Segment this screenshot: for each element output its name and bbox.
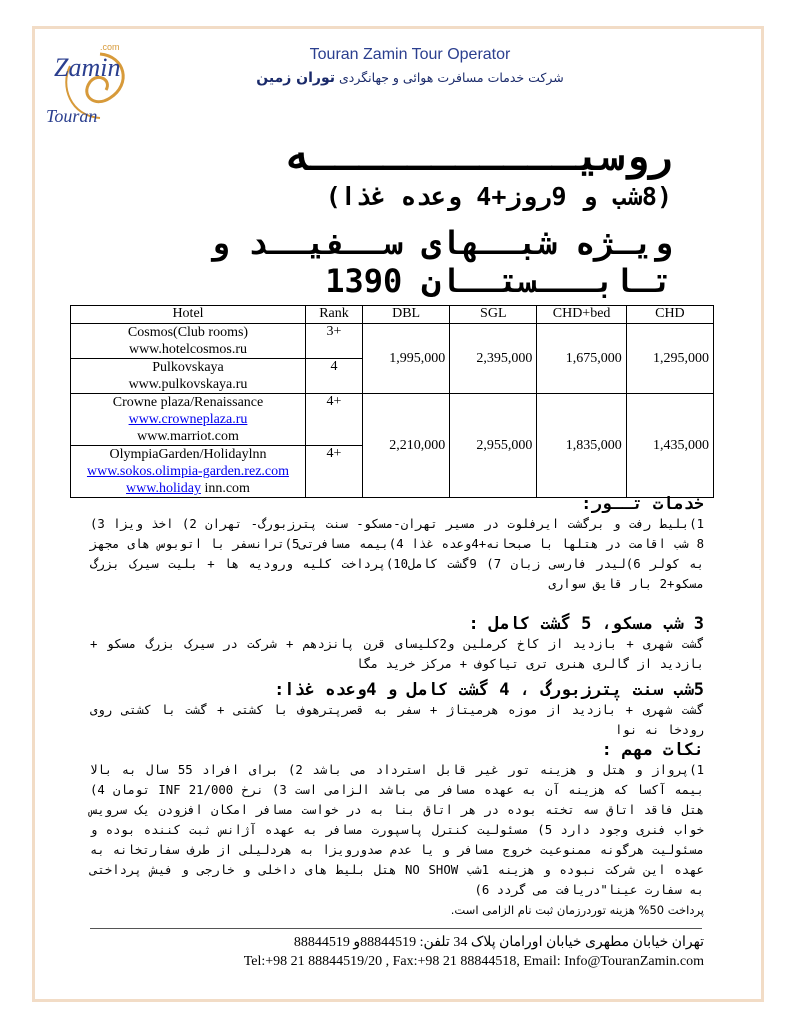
dbl-price: 1,995,000 <box>363 324 450 394</box>
company-name-fa <box>180 70 640 86</box>
table-row <box>71 324 714 359</box>
logo-touran-text: Touran <box>46 106 98 126</box>
hotel-name: Crowne plaza/Renaissance <box>112 395 264 410</box>
touran-zamin-logo <box>40 36 136 132</box>
notes-heading: نکات مهم : <box>601 740 704 760</box>
hotel-rates-table <box>70 305 714 498</box>
footer-address: تهران خیابان مطهری خیابان اورامان پلاک 34 تلفن: 88844519و 88844519 <box>293 935 704 950</box>
title-russia: روسیـــــــــــه <box>286 134 672 180</box>
moscow-body: گشت شهری + بازدید از کاخ کرملین و2کلیسای قرن پانزدهم + شرکت در سیرک بزرگ مسکو + بازدید از گالری هنری تری تیاکوف + مرکز خرید مگا <box>90 637 705 671</box>
company-name-en: Touran Zamin Tour Operator <box>309 46 511 63</box>
chd-bed-price: 1,835,000 <box>537 394 626 498</box>
footer-divider <box>90 928 702 929</box>
col-sgl: SGL <box>450 306 537 324</box>
hotel-link[interactable]: www.sokos.olimpia-garden.rez.com <box>86 464 290 479</box>
footer-contact: Tel:+98 21 88844519/20 , Fax:+98 21 88844518, Email: Info@TouranZamin.com <box>243 954 704 969</box>
sgl-price: 2,955,000 <box>450 394 537 498</box>
sgl-price: 2,395,000 <box>450 324 537 394</box>
notes-body: 1)پرواز و هتل و هزینه تور غیر قابل استرداد می باشد 2) برای افراد 55 سال به بالا بیمه آکسا که هزینه آن به عهده مسافر می باشد الزامی است 3) نرخ INF 21/000 تومان 4) هتل فاقد اتاق سه تخته بوده در هر اتاق بنا به در خواست مسافر امکان افزودن یک سرویس خواب فنری وجود دارد 5) مسئولیت کنترل پاسپورت مسافر به عهده آژانس ثبت کننده بوده و مسئولیت هرگونه ممنوعیت خروج مسافر و یا عدم صدورویزا به هردلیلی از طرف سفارتخانه به عهده این شرکت نبوده و هزینه 1شب NO SHOW هتل بلیط های داخلی و خارجی و فیش پرداختی به سفارت عینا"دریافت می گردد 6) <box>90 763 705 897</box>
notes-last-line: پرداخت 50% هزینه توردرزمان ثبت نام الزامی است. <box>450 903 704 917</box>
col-dbl: DBL <box>363 306 450 324</box>
col-chd-bed: CHD+bed <box>537 306 626 324</box>
company-header <box>180 46 640 86</box>
table-header-row <box>71 306 714 324</box>
hotel-site: www.marriot.com <box>137 429 239 444</box>
services-heading: خدمات تــور: <box>581 494 704 514</box>
hotel-site-rest: inn.com <box>200 481 250 496</box>
logo-com-text: .com <box>100 42 120 52</box>
col-hotel: Hotel <box>71 306 306 324</box>
hotel-name: OlympiaGarden/Holidaylnn <box>109 447 267 462</box>
hotel-link[interactable]: www.holiday <box>126 481 201 496</box>
petersburg-heading: 5شب سنت پترزبورگ ، 4 گشت کامل و 4وعده غذا: <box>274 680 704 700</box>
petersburg-body: گشت شهری + بازدید از موزه هرمیتاژ + سفر به قصرپترهوف با کشتی + گشت با کشتی روی رودخا نه نوا <box>90 703 704 737</box>
col-rank: Rank <box>306 306 363 324</box>
hotel-site: www.pulkovskaya.ru <box>128 377 248 392</box>
petersburg-section <box>90 680 704 740</box>
rank-cell: 4 <box>306 359 363 394</box>
rank-cell: 4+ <box>306 446 363 498</box>
dbl-price: 2,210,000 <box>363 394 450 498</box>
rank-cell: 4+ <box>306 394 363 446</box>
hotel-cell <box>71 446 306 498</box>
company-desc-fa: شرکت خدمات مسافرت هوائی و جهانگردی <box>339 70 564 85</box>
table-row <box>71 394 714 446</box>
moscow-heading: 3 شب مسکو، 5 گشت کامل : <box>468 614 704 634</box>
logo-zamin-text: Zamin <box>54 53 121 82</box>
notes-section <box>90 740 704 920</box>
moscow-section <box>90 614 704 674</box>
hotel-cell <box>71 394 306 446</box>
services-body: 1)بلیط رفت و برگشت ایرفلوت در مسیر تهران-مسکو- سنت پترزبورگ- تهران 2) اخذ ویزا 3) 8 شب اقامت در هتلها با صبحانه+4وعده غذا 4)بیمه مسافرتی5)ترانسفر با اتوبوس های مجهز به کولر 6)لیدر فارسی زبان 7) 9گشت کامل10)پرداخت کلیه ورودیه ها + بلیت سیرک بزرگ مسکو+2 بار قایق سواری <box>90 517 705 591</box>
hotel-link[interactable]: www.crowneplaza.ru <box>128 412 248 427</box>
chd-price: 1,295,000 <box>626 324 713 394</box>
hotel-name: Cosmos(Club rooms) <box>127 325 249 340</box>
services-section <box>90 494 704 594</box>
rank-cell: 3+ <box>306 324 363 359</box>
chd-price: 1,435,000 <box>626 394 713 498</box>
hotel-cell <box>71 324 306 359</box>
title-duration: (8شب و 9روز+4 وعده غذا) <box>325 182 672 211</box>
hotel-name: Pulkovskaya <box>152 360 224 375</box>
hotel-site: www.hotelcosmos.ru <box>128 342 248 357</box>
col-chd: CHD <box>626 306 713 324</box>
chd-bed-price: 1,675,000 <box>537 324 626 394</box>
title-summer: تـابـــستــان 1390 <box>325 262 672 300</box>
title-white-nights: ویـژه شبــهای ســفیــد و <box>209 224 672 262</box>
company-brand-fa: توران زمین <box>256 70 336 86</box>
hotel-cell <box>71 359 306 394</box>
